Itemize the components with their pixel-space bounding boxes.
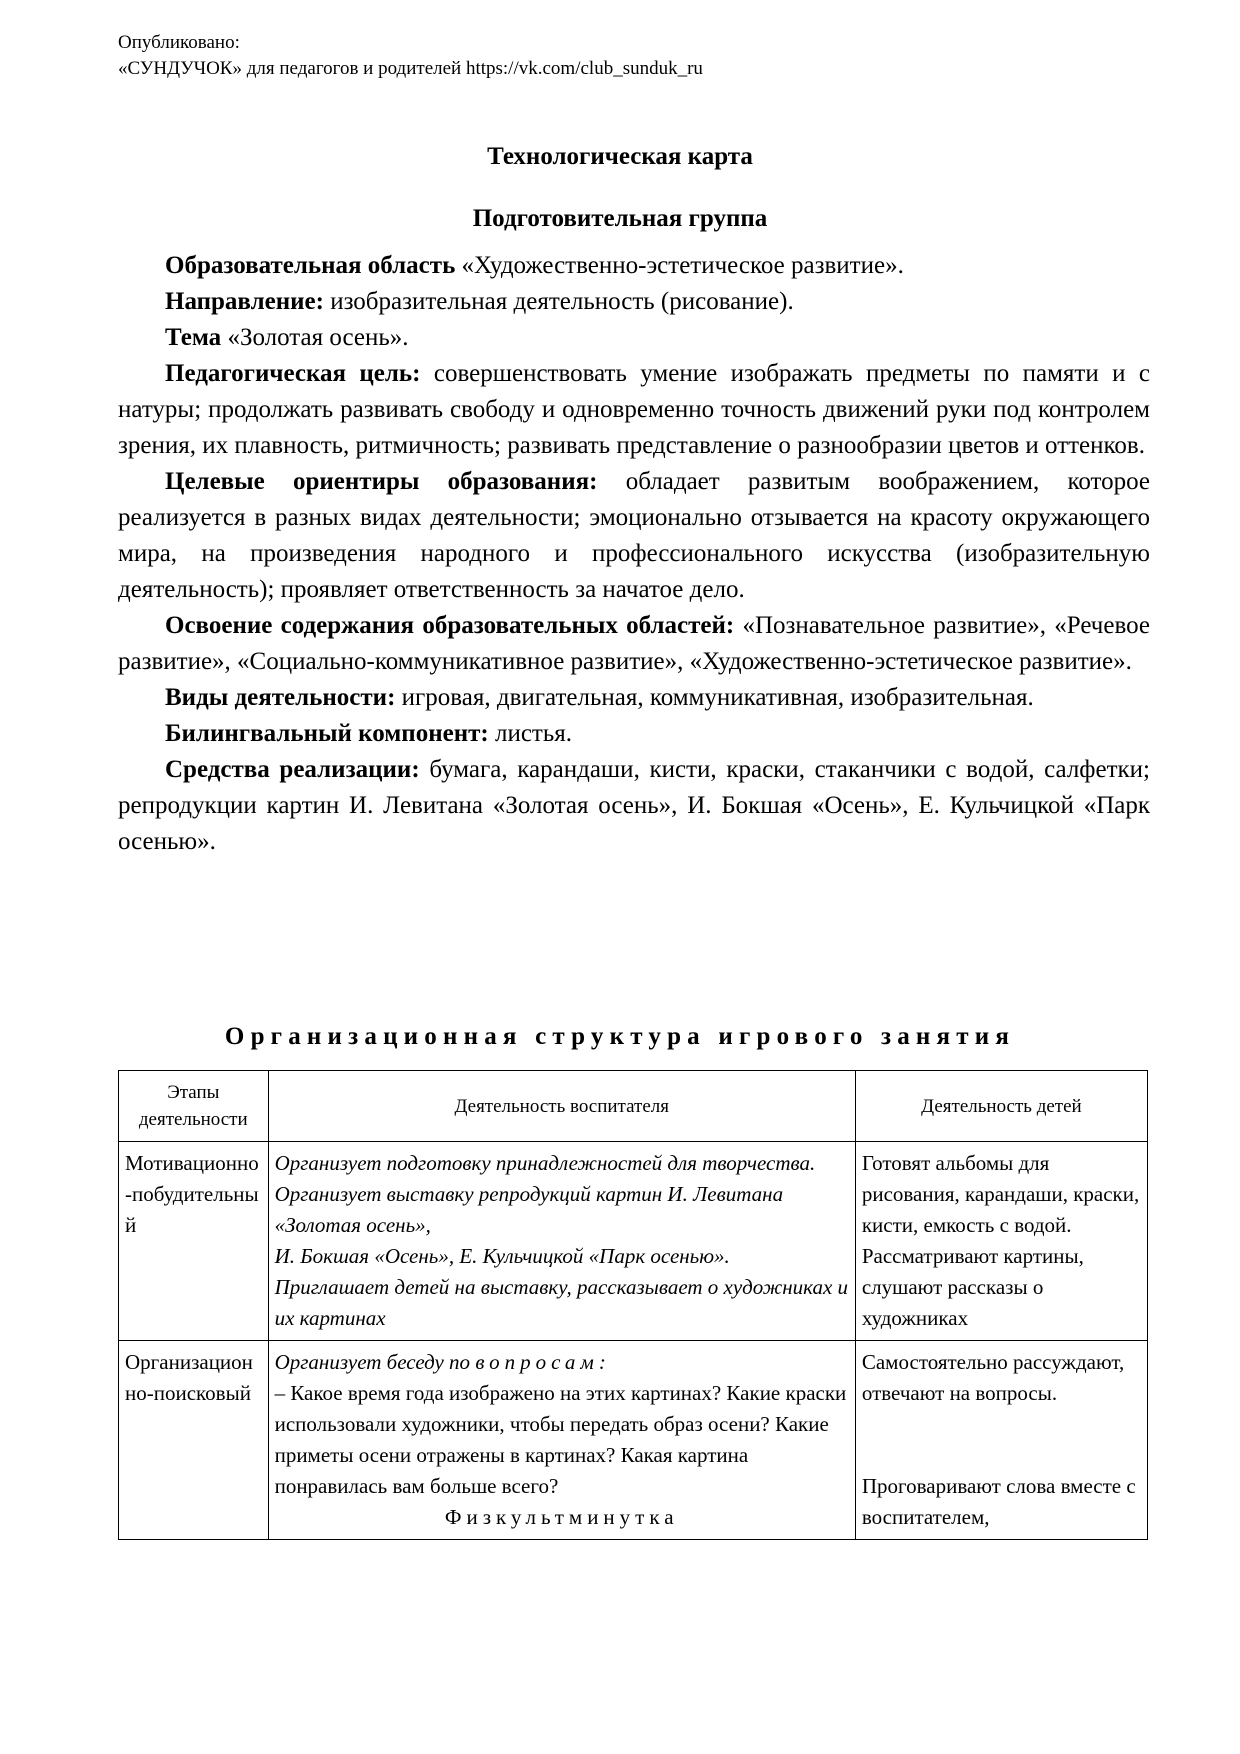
field-area — [118, 248, 1150, 284]
field-mastery-value: «Познавательное развитие», «Речевое развитие», «Социально-коммуникативное развитие», «Художественно-эстетическое развитие». — [118, 612, 1150, 675]
field-goal-label: Педагогическая цель: — [165, 360, 421, 387]
field-means — [118, 752, 1150, 860]
published-line-2: «СУНДУЧОК» для педагогов и родителей https://vk.com/club_sunduk_ru — [118, 58, 703, 79]
row2-children-line-1: Самостоятельно рассуждают, отвечают на вопросы. — [861, 1350, 1125, 1405]
field-means-label: Средства реализации: — [165, 756, 420, 783]
field-activities-value: игровая, двигательная, коммуникативная, изобразительная. — [401, 684, 1034, 711]
field-bilingual-label: Билингвальный компонент: — [165, 720, 489, 747]
published-note — [118, 30, 703, 82]
row1-teacher-line-3: И. Бокшая «Осень», Е. Кульчицкой «Парк осенью». — [274, 1244, 730, 1268]
field-bilingual — [118, 716, 1150, 752]
doc-body — [118, 248, 1150, 860]
field-bilingual-value: листья. — [494, 720, 572, 747]
structure-table — [118, 1070, 1148, 1540]
doc-group: Подготовительная группа — [472, 205, 768, 232]
row2-teacher-break: Физкультминутка — [444, 1505, 679, 1529]
published-line-1: Опубликовано: — [118, 32, 240, 53]
row2-children-line-2: Проговаривают слова вместе с воспитателем, — [861, 1474, 1136, 1529]
field-mastery — [118, 608, 1150, 680]
field-direction-value: изобразительная деятельность (рисование). — [330, 288, 794, 315]
field-direction — [118, 284, 1150, 320]
field-goal — [118, 356, 1150, 464]
table-row — [119, 1341, 1148, 1540]
row2-stage: Организационно-поисковый — [119, 1341, 269, 1540]
table-header-row — [119, 1071, 1148, 1142]
row1-stage: Мотивационно-побудительный — [119, 1142, 269, 1341]
field-mastery-label: Освоение содержания образовательных областей: — [165, 612, 735, 639]
row1-teacher — [268, 1142, 855, 1341]
row1-children — [855, 1142, 1147, 1341]
row2-teacher — [268, 1341, 855, 1540]
row2-children — [855, 1341, 1147, 1540]
field-activities-label: Виды деятельности: — [165, 684, 396, 711]
field-theme-label: Тема — [165, 324, 222, 351]
header-teacher: Деятельность воспитателя — [268, 1071, 855, 1142]
row1-children-line-1: Готовят альбомы для рисования, карандаши, краски, кисти, емкость с водой. — [861, 1151, 1140, 1237]
field-targets — [118, 464, 1150, 608]
field-targets-value: обладает развитым воображением, которое реализуется в разных видах деятельности; эмоционально отзывается на красоту окружающего мира, на произведения народного и профессионального искусства (изобразительную деятельность); проявляет ответственность за начатое дело. — [118, 468, 1150, 603]
row1-teacher-line-2: Организует выставку репродукций картин И. Левитана «Золотая осень», — [274, 1182, 784, 1237]
row2-teacher-intro-spaced: вопросам: — [475, 1350, 611, 1374]
row1-teacher-line-1: Организует подготовку принадлежностей для творчества. — [274, 1151, 816, 1175]
field-targets-label: Целевые ориентиры образования: — [165, 468, 598, 495]
table-row — [119, 1142, 1148, 1341]
row1-children-line-2: Рассматривают картины, слушают рассказы о художниках — [861, 1244, 1084, 1330]
row1-teacher-line-4: Приглашает детей на выставку, рассказывает о художниках и их картинах — [274, 1275, 849, 1330]
field-means-value: бумага, карандаши, кисти, краски, стаканчики с водой, салфетки; репродукции картин И. Левитана «Золотая осень», И. Бокшая «Осень», Е. Кульчицкой «Парк осенью». — [118, 756, 1150, 855]
header-children: Деятельность детей — [855, 1071, 1147, 1142]
row2-teacher-questions: – Какое время года изображено на этих картинах? Какие краски использовали художники, чтобы передать образ осени? Какие приметы осени отражены в картинах? Какая картина понравилась вам больше всего? — [274, 1381, 847, 1498]
field-activities — [118, 680, 1150, 716]
row2-children-spacer — [862, 1409, 1141, 1471]
field-theme-value: «Золотая осень». — [227, 324, 409, 351]
header-stages: Этапы деятельности — [119, 1071, 269, 1142]
field-theme — [118, 320, 1150, 356]
field-area-label: Образовательная область — [165, 252, 456, 279]
field-direction-label: Направление: — [165, 288, 324, 315]
row2-teacher-intro — [275, 1347, 849, 1378]
field-goal-value: совершенствовать умение изображать предметы по памяти и с натуры; продолжать развивать свободу и одновременно точность движений руки под контролем зрения, их плавность, ритмичность; развивать представление о разнообразии цветов и оттенков. — [118, 360, 1150, 459]
field-area-value: «Художественно-эстетическое развитие». — [461, 252, 904, 279]
row2-teacher-intro-text: Организует беседу по — [274, 1350, 471, 1374]
doc-title: Технологическая карта — [487, 143, 753, 170]
structure-title: Организационная структура игрового занятия — [224, 1023, 1016, 1050]
